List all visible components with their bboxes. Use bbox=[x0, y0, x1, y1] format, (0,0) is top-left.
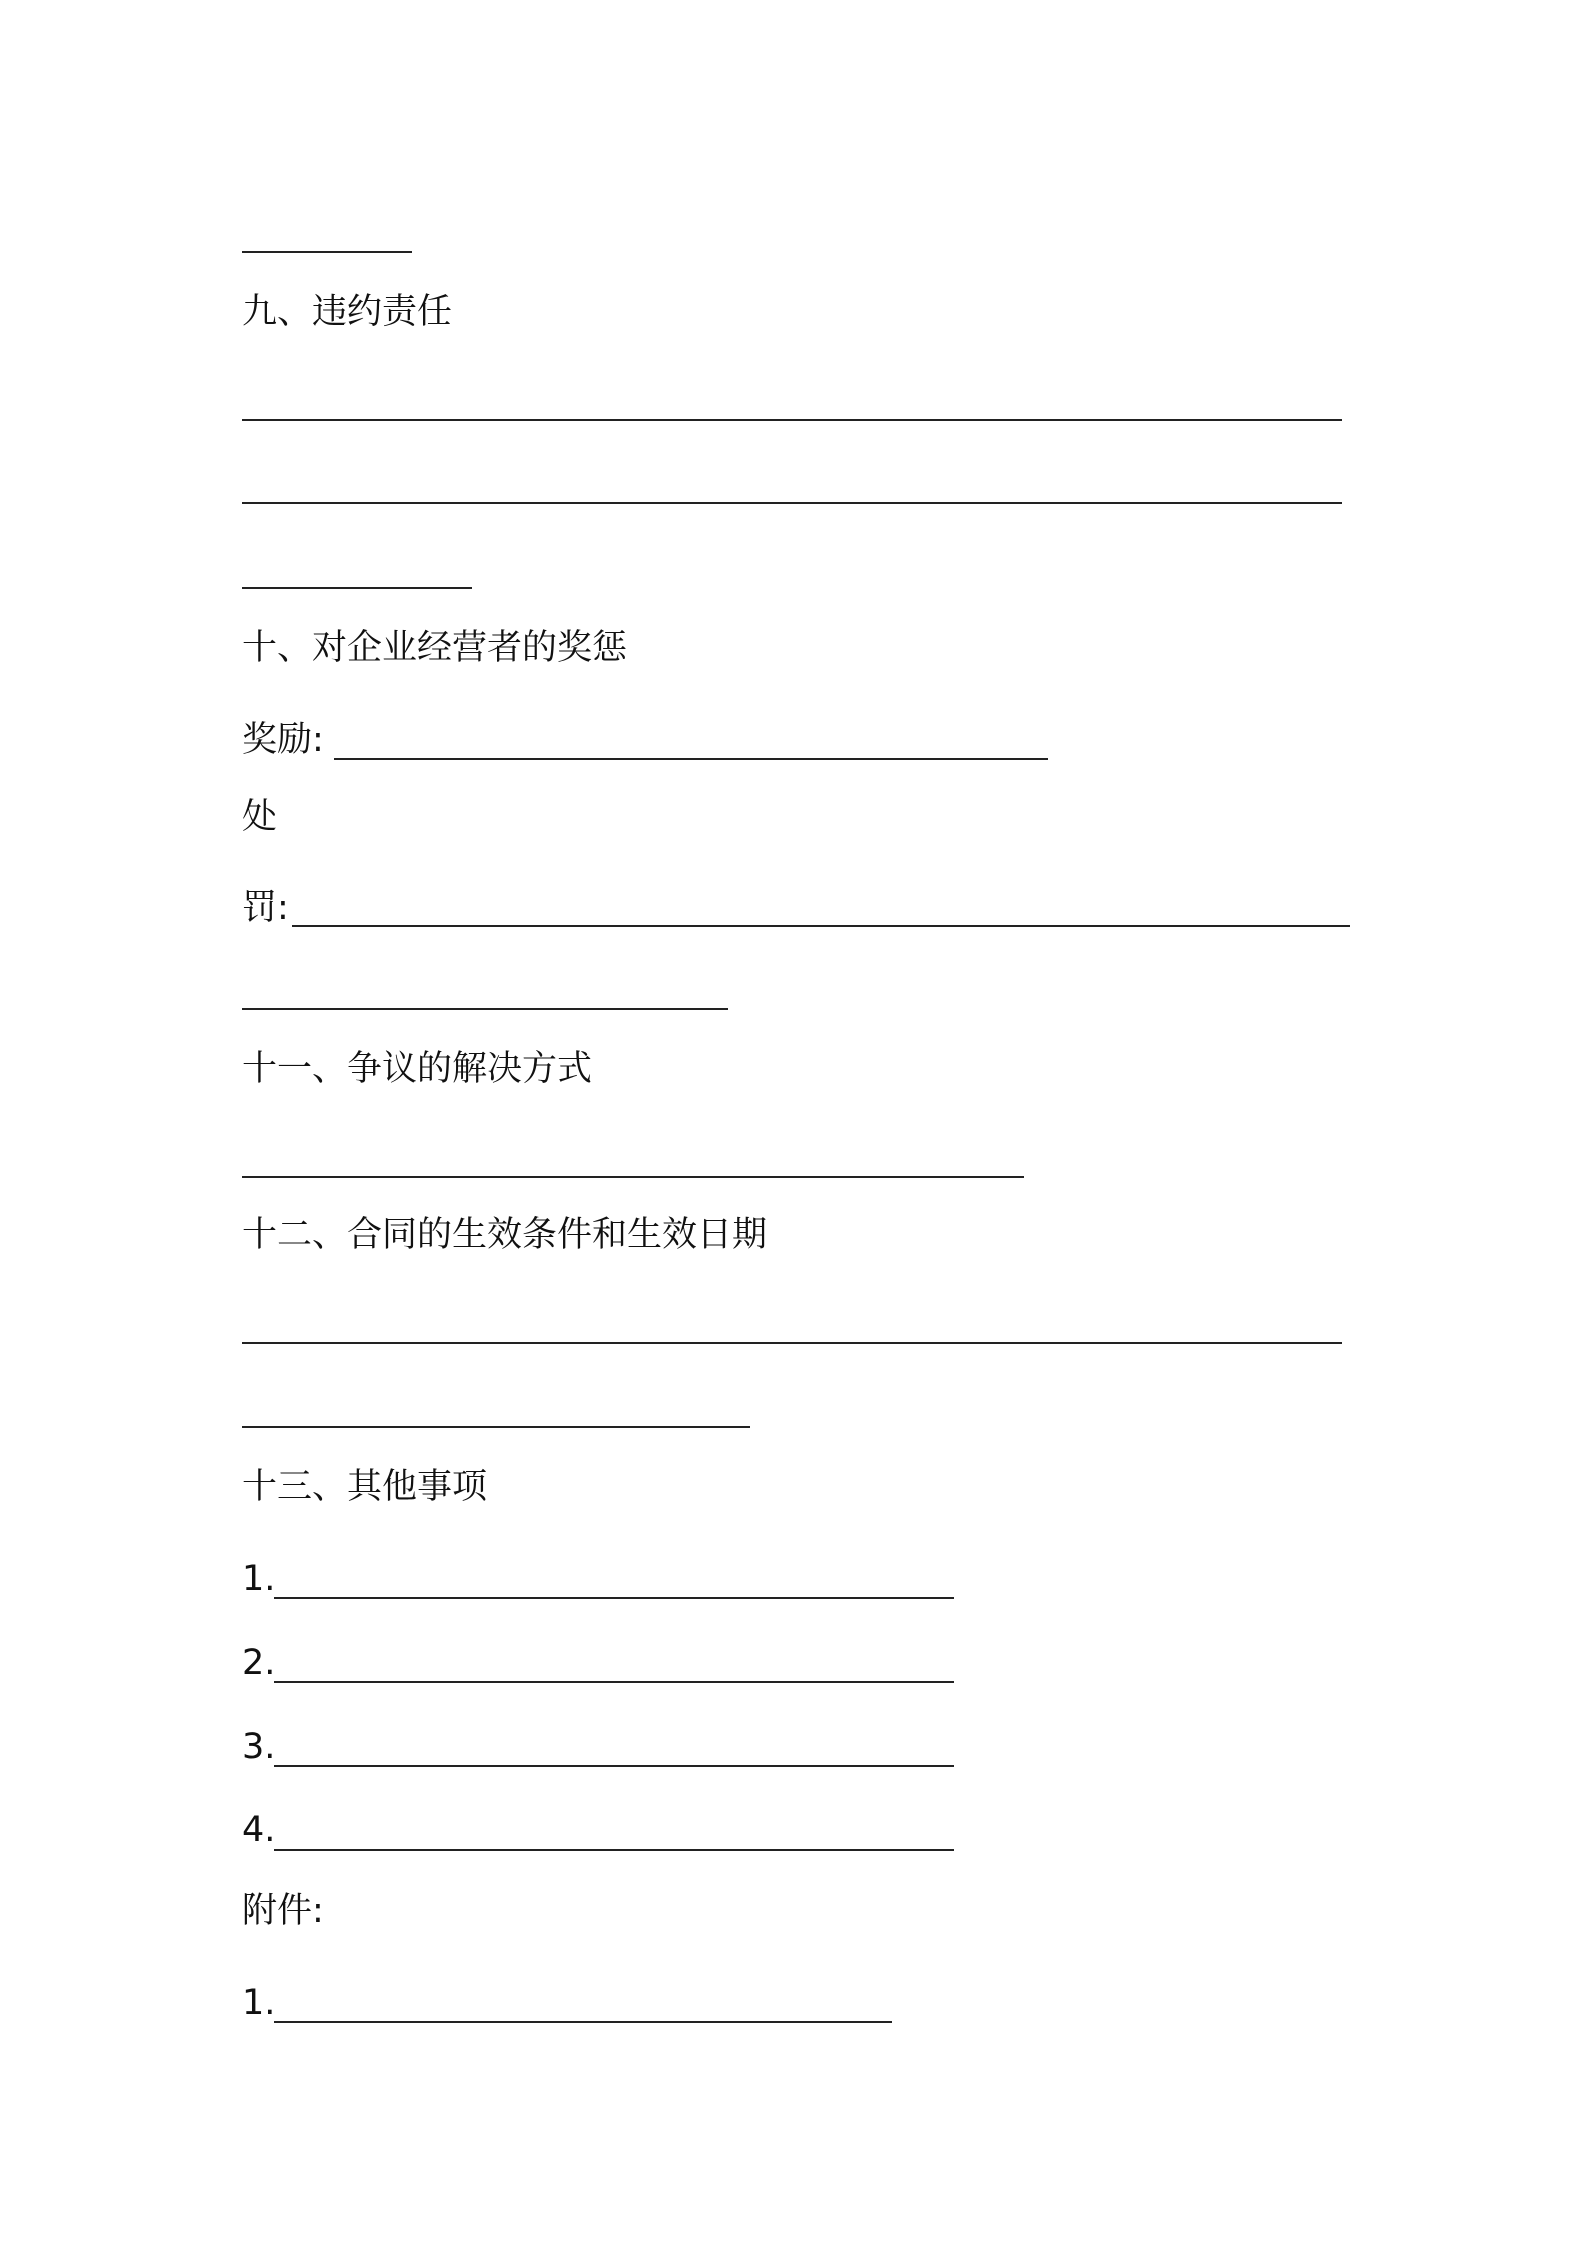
blank-line bbox=[242, 1426, 750, 1428]
list-item-blank-line bbox=[274, 1597, 954, 1599]
list-item-blank-line bbox=[274, 1681, 954, 1683]
blank-line bbox=[242, 419, 1342, 421]
section-heading: 十、对企业经营者的奖惩 bbox=[242, 628, 628, 668]
list-item-number: 2. bbox=[242, 1643, 276, 1683]
blank-line bbox=[242, 1176, 1024, 1178]
reward-label: 奖励: bbox=[242, 720, 324, 760]
list-item-blank-line bbox=[274, 1849, 954, 1851]
list-item-blank-line bbox=[274, 1765, 954, 1767]
blank-line bbox=[242, 1008, 728, 1010]
punish-label-part2: 罚: bbox=[242, 888, 289, 928]
blank-line bbox=[242, 502, 1342, 504]
section-heading: 九、违约责任 bbox=[242, 292, 453, 332]
list-item-number: 3. bbox=[242, 1727, 276, 1767]
section-heading: 十一、争议的解决方式 bbox=[242, 1049, 593, 1089]
punish-blank-line bbox=[292, 925, 1350, 927]
attachments-label: 附件: bbox=[242, 1891, 324, 1931]
blank-line bbox=[242, 251, 412, 253]
reward-blank-line bbox=[334, 758, 1048, 760]
list-item-number: 1. bbox=[242, 1559, 276, 1599]
punish-label-part1: 处 bbox=[242, 797, 278, 837]
list-item-number: 4. bbox=[242, 1810, 276, 1850]
attachment-blank-line bbox=[274, 2021, 892, 2023]
blank-line bbox=[242, 1342, 1342, 1344]
section-heading: 十三、其他事项 bbox=[242, 1467, 488, 1507]
blank-line bbox=[242, 587, 472, 589]
section-heading: 十二、合同的生效条件和生效日期 bbox=[242, 1215, 768, 1255]
attachment-item-number: 1. bbox=[242, 1983, 276, 2023]
